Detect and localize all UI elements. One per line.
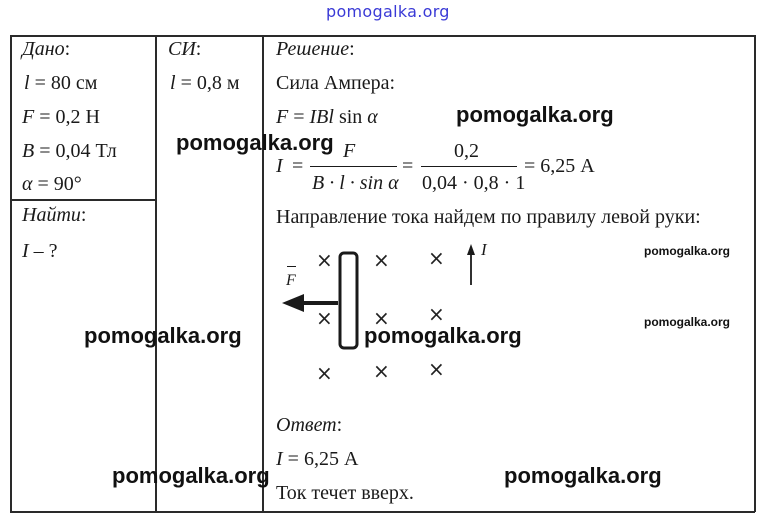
site-header: pomogalka.org <box>326 2 450 21</box>
si-length: l = 0,8 м <box>170 72 240 94</box>
fraction-denominator-1: B · l · sin α <box>312 172 399 194</box>
current-arrow-head <box>467 244 475 255</box>
current-label: I <box>481 240 487 259</box>
watermark: pomogalka.org <box>84 323 242 348</box>
watermark: pomogalka.org <box>456 102 614 127</box>
fraction-numerator-2: 0,2 <box>454 140 479 162</box>
si-heading: СИ: <box>168 38 202 60</box>
watermark: pomogalka.org <box>644 244 731 258</box>
field-cross: × <box>428 357 445 381</box>
watermark: pomogalka.org <box>644 315 731 329</box>
watermark: pomogalka.org <box>504 463 662 488</box>
conductor <box>340 253 357 348</box>
field-cross: × <box>316 248 333 272</box>
field-cross: × <box>428 302 445 326</box>
force-label: F <box>286 272 296 289</box>
watermark: pomogalka.org <box>176 130 334 155</box>
ampere-formula: F = IBl sin α <box>276 106 378 128</box>
find-heading: Найти: <box>22 204 87 226</box>
fraction-denominator-2: 0,04 · 0,8 · 1 <box>422 172 526 194</box>
fraction-bar-2 <box>421 166 517 167</box>
given-induction: B = 0,04 Тл <box>22 140 117 162</box>
given-force: F = 0,2 Н <box>22 106 100 128</box>
watermark: pomogalka.org <box>364 323 522 348</box>
force-arrow-head <box>282 294 304 312</box>
force-vector-mark <box>287 266 296 267</box>
ampere-label: Сила Ампера: <box>276 72 396 94</box>
solution-heading: Решение: <box>276 38 355 60</box>
find-current: I – ? <box>22 240 58 262</box>
field-cross: × <box>428 246 445 270</box>
given-heading: Дано: <box>22 38 71 60</box>
direction-text: Направление тока найдем по правилу левой руки: <box>276 206 701 228</box>
fraction-numerator-1: F <box>343 140 356 162</box>
answer-value: I = 6,25 А <box>276 448 359 470</box>
field-cross: × <box>373 306 390 330</box>
answer-heading: Ответ: <box>276 414 343 436</box>
field-cross: × <box>373 248 390 272</box>
given-angle: α = 90° <box>22 173 82 195</box>
field-cross: × <box>373 359 390 383</box>
answer-text: Ток течет вверх. <box>276 482 414 504</box>
field-cross: × <box>316 361 333 385</box>
field-cross: × <box>316 306 333 330</box>
calc-result: = 6,25 А <box>524 155 595 177</box>
given-length: l = 80 см <box>24 72 98 94</box>
watermark: pomogalka.org <box>112 463 270 488</box>
fraction-bar-1 <box>310 166 397 167</box>
